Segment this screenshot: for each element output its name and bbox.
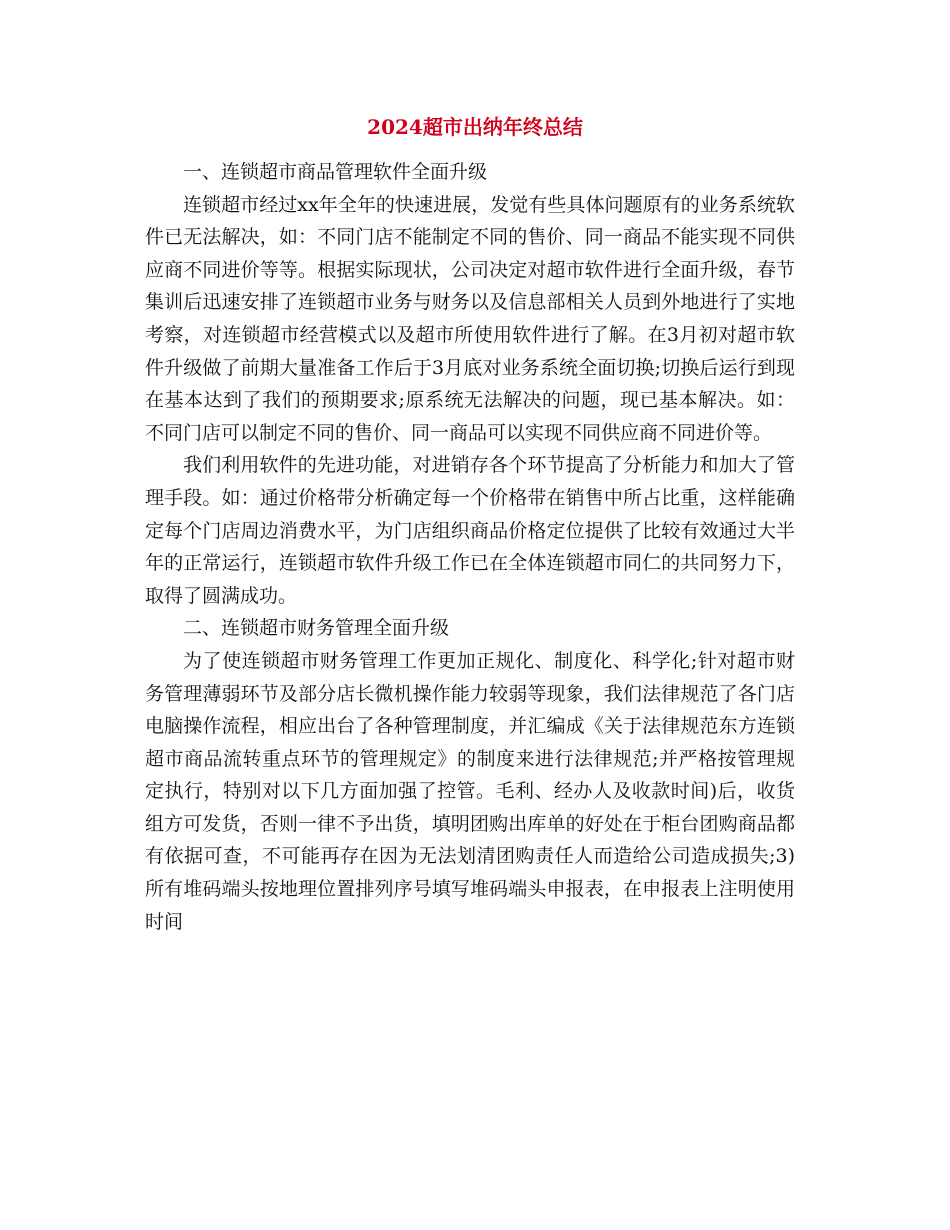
section-heading: 一、连锁超市商品管理软件全面升级: [183, 161, 488, 183]
body-paragraph: 连锁超市经过xx年全年的快速进展，发觉有些具体问题原有的业务系统软件已无法解决，如：不同门店不能制定不同的售价、同一商品不能实现不同供应商不同进价等等。根据实际现状，公司决定对超市软件进行全面升级，春节集训后迅速安排了连锁超市业务与财务以及信息部相关人员到外地进行了实地考察，对连锁超市经营模式以及超市所使用软件进行了解。在3月初对超市软件升级做了前期大量准备工作后于3月底对业务系统全面切换;切换后运行到现在基本达到了我们的预期要求;原系统无法解决的问题，现已基本解决。如：不同门店可以制定不同的售价、同一商品可以实现不同供应商不同进价等。: [145, 193, 795, 444]
document-body: [145, 156, 795, 938]
body-paragraph: 我们利用软件的先进功能，对进销存各个环节提高了分析能力和加大了管理手段。如：通过价格带分析确定每一个价格带在销售中所占比重，这样能确定每个门店周边消费水平，为门店组织商品价格定位提供了比较有效通过大半年的正常运行，连锁超市软件升级工作已在全体连锁超市同仁的共同努力下，取得了圆满成功。: [145, 454, 795, 607]
body-paragraph: 为了使连锁超市财务管理工作更加正规化、制度化、科学化;针对超市财务管理薄弱环节及部分店长微机操作能力较弱等现象，我们法律规范了各门店电脑操作流程，相应出台了各种管理制度，并汇编成《关于法律规范东方连锁超市商品流转重点环节的管理规定》的制度来进行法律规范;并严格按管理规定执行，特别对以下几方面加强了控管。毛利、经办人及收款时间)后，收货组方可发货，否则一律不予出货，填明团购出库单的好处在于柜台团购商品都有依据可查，不可能再存在因为无法划清团购责任人而造给公司造成损失;3)所有堆码端头按地理位置排列序号填写堆码端头申报表，在申报表上注明使用时间: [145, 649, 795, 933]
section-heading: 二、连锁超市财务管理全面升级: [183, 617, 450, 640]
document-title: 2024超市出纳年终总结: [367, 115, 583, 139]
